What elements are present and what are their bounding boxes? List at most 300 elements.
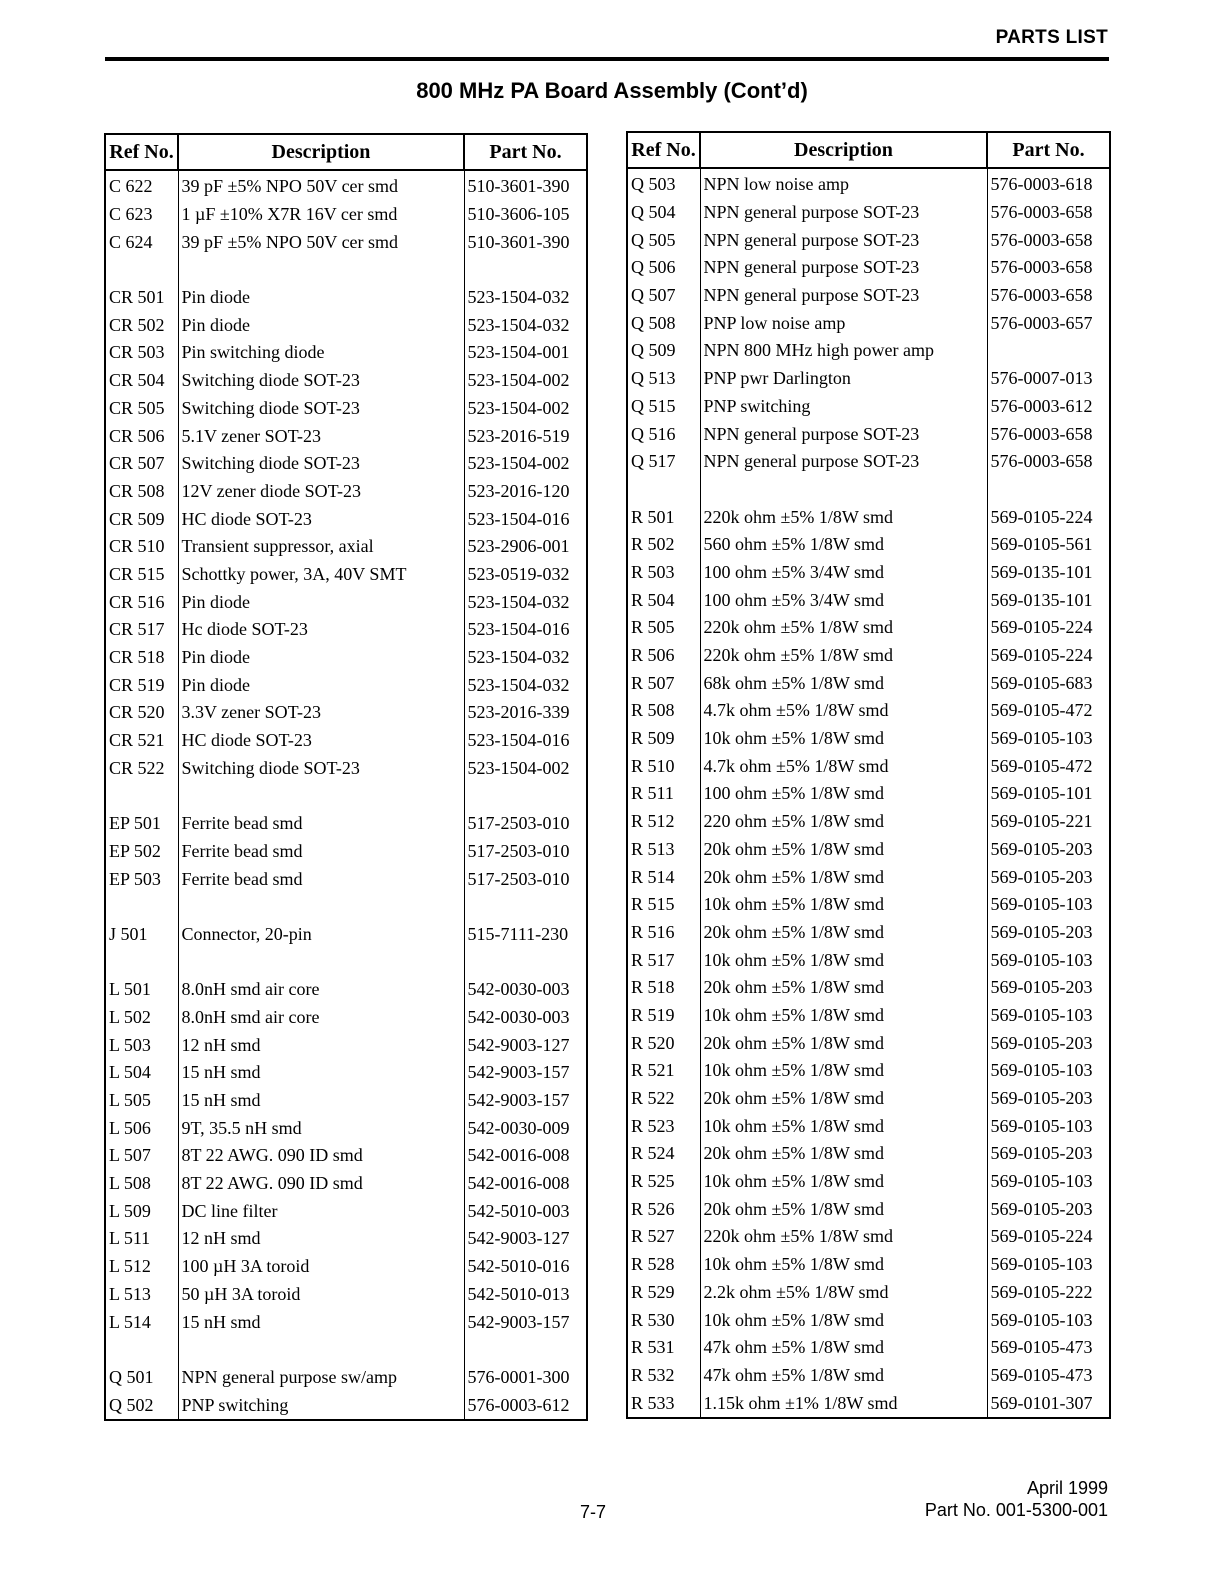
table-row: [105, 1142, 587, 1170]
ref-cell: R 511: [627, 780, 700, 808]
description-cell: 9T, 35.5 nH smd: [178, 1114, 464, 1142]
description-cell: 20k ohm ±5% 1/8W smd: [700, 863, 987, 891]
ref-cell: R 509: [627, 725, 700, 753]
table-row: [627, 725, 1110, 753]
column-header-part-number: Part No.: [464, 134, 587, 170]
ref-cell: Q 517: [627, 448, 700, 476]
part-number-cell: 576-0003-612: [464, 1391, 587, 1420]
table-row: [105, 1225, 587, 1253]
table-row: [105, 1253, 587, 1281]
part-number-cell: 523-1504-002: [464, 754, 587, 782]
table-row: [105, 865, 587, 893]
description-cell: Transient suppressor, axial: [178, 533, 464, 561]
part-number-cell: 569-0105-203: [987, 836, 1110, 864]
description-cell: 20k ohm ±5% 1/8W smd: [700, 1195, 987, 1223]
table-row: [627, 365, 1110, 393]
description-cell: 8T 22 AWG. 090 ID smd: [178, 1170, 464, 1198]
description-cell: Pin switching diode: [178, 339, 464, 367]
ref-cell: CR 517: [105, 616, 178, 644]
table-row: [105, 782, 587, 810]
ref-cell: [105, 948, 178, 976]
description-cell: 15 nH smd: [178, 1308, 464, 1336]
part-number-cell: 569-0105-103: [987, 1002, 1110, 1030]
part-number-cell: 569-0105-472: [987, 752, 1110, 780]
ref-cell: C 622: [105, 170, 178, 201]
table-row: [105, 561, 587, 589]
ref-cell: L 513: [105, 1281, 178, 1309]
description-cell: HC diode SOT-23: [178, 727, 464, 755]
table-row: [627, 199, 1110, 227]
part-number-cell: 569-0105-203: [987, 1140, 1110, 1168]
table-row: [105, 727, 587, 755]
description-cell: 15 nH smd: [178, 1087, 464, 1115]
table-row: [627, 1279, 1110, 1307]
description-cell: 100 ohm ±5% 1/8W smd: [700, 780, 987, 808]
table-row: [627, 891, 1110, 919]
ref-cell: CR 506: [105, 422, 178, 450]
footer-date: April 1999: [1026, 1478, 1108, 1498]
description-cell: 12 nH smd: [178, 1031, 464, 1059]
table-row: [627, 1057, 1110, 1085]
description-cell: DC line filter: [178, 1197, 464, 1225]
table-row: [627, 669, 1110, 697]
part-number-cell: 569-0105-103: [987, 1251, 1110, 1279]
part-number-cell: 542-9003-127: [464, 1225, 587, 1253]
parts-table-left: [104, 133, 588, 1421]
ref-cell: Q 506: [627, 254, 700, 282]
description-cell: Connector, 20-pin: [178, 921, 464, 949]
table-row: [105, 1336, 587, 1364]
ref-cell: Q 504: [627, 199, 700, 227]
description-cell: 8.0nH smd air core: [178, 1004, 464, 1032]
table-row: [105, 1031, 587, 1059]
table-row: [627, 309, 1110, 337]
part-number-cell: 576-0003-658: [987, 226, 1110, 254]
ref-cell: J 501: [105, 921, 178, 949]
description-cell: 4.7k ohm ±5% 1/8W smd: [700, 752, 987, 780]
ref-cell: CR 509: [105, 505, 178, 533]
table-row: [105, 339, 587, 367]
ref-cell: L 507: [105, 1142, 178, 1170]
parts-table-right: [626, 131, 1111, 1419]
part-number-cell: 542-0030-003: [464, 976, 587, 1004]
part-number-cell: 517-2503-010: [464, 838, 587, 866]
part-number-cell: 576-0003-658: [987, 448, 1110, 476]
table-row: [627, 1168, 1110, 1196]
description-cell: Ferrite bead smd: [178, 810, 464, 838]
ref-cell: R 502: [627, 531, 700, 559]
ref-cell: CR 520: [105, 699, 178, 727]
table-row: [627, 919, 1110, 947]
part-number-cell: 569-0105-103: [987, 1112, 1110, 1140]
ref-cell: L 501: [105, 976, 178, 1004]
ref-cell: CR 505: [105, 395, 178, 423]
table-row: [105, 1170, 587, 1198]
description-cell: 1 µF ±10% X7R 16V cer smd: [178, 201, 464, 229]
ref-cell: [105, 1336, 178, 1364]
table-row: [105, 1087, 587, 1115]
ref-cell: Q 513: [627, 365, 700, 393]
part-number-cell: 569-0105-203: [987, 1029, 1110, 1057]
part-number-cell: 569-0105-103: [987, 946, 1110, 974]
description-cell: 220 ohm ±5% 1/8W smd: [700, 808, 987, 836]
description-cell: 10k ohm ±5% 1/8W smd: [700, 725, 987, 753]
ref-cell: R 510: [627, 752, 700, 780]
table-row: [627, 1223, 1110, 1251]
description-cell: NPN general purpose SOT-23: [700, 254, 987, 282]
table-row: [627, 836, 1110, 864]
ref-cell: R 522: [627, 1085, 700, 1113]
part-number-cell: 523-1504-002: [464, 450, 587, 478]
ref-cell: R 529: [627, 1279, 700, 1307]
part-number-cell: 576-0007-013: [987, 365, 1110, 393]
description-cell: 47k ohm ±5% 1/8W smd: [700, 1362, 987, 1390]
description-cell: Ferrite bead smd: [178, 838, 464, 866]
part-number-cell: 523-1504-002: [464, 367, 587, 395]
table-row: [105, 450, 587, 478]
ref-cell: EP 503: [105, 865, 178, 893]
ref-cell: Q 502: [105, 1391, 178, 1420]
part-number-cell: 515-7111-230: [464, 921, 587, 949]
part-number-cell: 569-0105-203: [987, 863, 1110, 891]
table-row: [105, 1281, 587, 1309]
ref-cell: R 527: [627, 1223, 700, 1251]
part-number-cell: 542-9003-127: [464, 1031, 587, 1059]
description-cell: 1.15k ohm ±1% 1/8W smd: [700, 1389, 987, 1418]
ref-cell: R 516: [627, 919, 700, 947]
description-cell: PNP low noise amp: [700, 309, 987, 337]
description-cell: Pin diode: [178, 311, 464, 339]
ref-cell: R 521: [627, 1057, 700, 1085]
table-row: [105, 1308, 587, 1336]
part-number-cell: 576-0003-612: [987, 393, 1110, 421]
description-cell: 10k ohm ±5% 1/8W smd: [700, 891, 987, 919]
ref-cell: [105, 256, 178, 284]
table-row: [627, 1362, 1110, 1390]
part-number-cell: 569-0105-203: [987, 974, 1110, 1002]
table-row: [105, 1004, 587, 1032]
table-row: [105, 478, 587, 506]
part-number-cell: 510-3601-390: [464, 170, 587, 201]
description-cell: 20k ohm ±5% 1/8W smd: [700, 1140, 987, 1168]
table-row: [627, 476, 1110, 504]
column-header-part-number: Part No.: [987, 132, 1110, 168]
table-row: [627, 1112, 1110, 1140]
description-cell: Pin diode: [178, 644, 464, 672]
description-cell: [178, 256, 464, 284]
table-row: [105, 1391, 587, 1420]
description-cell: NPN general purpose SOT-23: [700, 420, 987, 448]
description-cell: 560 ohm ±5% 1/8W smd: [700, 531, 987, 559]
part-number-cell: 569-0105-101: [987, 780, 1110, 808]
description-cell: 8.0nH smd air core: [178, 976, 464, 1004]
ref-cell: L 503: [105, 1031, 178, 1059]
description-cell: Switching diode SOT-23: [178, 395, 464, 423]
part-number-cell: [464, 782, 587, 810]
table-row: [627, 226, 1110, 254]
ref-cell: R 503: [627, 559, 700, 587]
ref-cell: R 506: [627, 642, 700, 670]
part-number-cell: 569-0105-472: [987, 697, 1110, 725]
ref-cell: Q 508: [627, 309, 700, 337]
part-number-cell: 517-2503-010: [464, 865, 587, 893]
table-row: [105, 754, 587, 782]
description-cell: 2.2k ohm ±5% 1/8W smd: [700, 1279, 987, 1307]
table-row: [105, 311, 587, 339]
table-row: [627, 1085, 1110, 1113]
description-cell: NPN low noise amp: [700, 168, 987, 199]
part-number-cell: 517-2503-010: [464, 810, 587, 838]
table-row: [627, 531, 1110, 559]
part-number-cell: 523-2016-519: [464, 422, 587, 450]
ref-cell: Q 507: [627, 282, 700, 310]
part-number-cell: 569-0105-203: [987, 1195, 1110, 1223]
description-cell: 47k ohm ±5% 1/8W smd: [700, 1334, 987, 1362]
part-number-cell: 569-0105-103: [987, 891, 1110, 919]
table-row: [105, 921, 587, 949]
description-cell: 10k ohm ±5% 1/8W smd: [700, 1306, 987, 1334]
part-number-cell: 569-0105-222: [987, 1279, 1110, 1307]
part-number-cell: 569-0105-224: [987, 1223, 1110, 1251]
table-row: [627, 780, 1110, 808]
table-row: [105, 893, 587, 921]
ref-cell: R 515: [627, 891, 700, 919]
description-cell: Switching diode SOT-23: [178, 450, 464, 478]
part-number-cell: [987, 337, 1110, 365]
table-row: [105, 533, 587, 561]
table-row: [627, 586, 1110, 614]
table-row: [627, 1251, 1110, 1279]
ref-cell: L 508: [105, 1170, 178, 1198]
part-number-cell: 523-2016-339: [464, 699, 587, 727]
ref-cell: R 532: [627, 1362, 700, 1390]
ref-cell: R 505: [627, 614, 700, 642]
ref-cell: L 514: [105, 1308, 178, 1336]
ref-cell: R 533: [627, 1389, 700, 1418]
description-cell: 5.1V zener SOT-23: [178, 422, 464, 450]
part-number-cell: 523-1504-032: [464, 311, 587, 339]
table-row: [105, 284, 587, 312]
table-row: [105, 948, 587, 976]
table-row: [627, 420, 1110, 448]
part-number-cell: 523-1504-032: [464, 671, 587, 699]
table-row: [105, 422, 587, 450]
ref-cell: R 507: [627, 669, 700, 697]
part-number-cell: 569-0105-561: [987, 531, 1110, 559]
ref-cell: Q 509: [627, 337, 700, 365]
ref-cell: C 623: [105, 201, 178, 229]
description-cell: 10k ohm ±5% 1/8W smd: [700, 1057, 987, 1085]
part-number-cell: 569-0105-103: [987, 1306, 1110, 1334]
part-number-cell: 569-0105-103: [987, 1168, 1110, 1196]
description-cell: 10k ohm ±5% 1/8W smd: [700, 1112, 987, 1140]
part-number-cell: 523-1504-016: [464, 616, 587, 644]
description-cell: 4.7k ohm ±5% 1/8W smd: [700, 697, 987, 725]
description-cell: [178, 948, 464, 976]
table-row: [105, 838, 587, 866]
ref-cell: CR 501: [105, 284, 178, 312]
part-number-cell: 569-0101-307: [987, 1389, 1110, 1418]
description-cell: NPN general purpose SOT-23: [700, 226, 987, 254]
part-number-cell: [464, 1336, 587, 1364]
part-number-cell: 569-0105-221: [987, 808, 1110, 836]
description-cell: Hc diode SOT-23: [178, 616, 464, 644]
description-cell: NPN general purpose SOT-23: [700, 282, 987, 310]
description-cell: 12 nH smd: [178, 1225, 464, 1253]
part-number-cell: 569-0105-103: [987, 725, 1110, 753]
description-cell: 39 pF ±5% NPO 50V cer smd: [178, 170, 464, 201]
table-row: [105, 588, 587, 616]
part-number-cell: 542-9003-157: [464, 1308, 587, 1336]
header-rule: [105, 57, 1109, 61]
ref-cell: L 502: [105, 1004, 178, 1032]
ref-cell: R 520: [627, 1029, 700, 1057]
table-row: [105, 644, 587, 672]
part-number-cell: [987, 476, 1110, 504]
part-number-cell: 523-2016-120: [464, 478, 587, 506]
part-number-cell: 576-0003-658: [987, 282, 1110, 310]
ref-cell: CR 503: [105, 339, 178, 367]
table-row: [105, 1197, 587, 1225]
ref-cell: CR 519: [105, 671, 178, 699]
ref-cell: R 526: [627, 1195, 700, 1223]
column-header-ref: Ref No.: [105, 134, 178, 170]
table-row: [627, 697, 1110, 725]
description-cell: HC diode SOT-23: [178, 505, 464, 533]
ref-cell: [105, 782, 178, 810]
ref-cell: [105, 893, 178, 921]
part-number-cell: 576-0003-658: [987, 420, 1110, 448]
ref-cell: Q 505: [627, 226, 700, 254]
table-row: [105, 228, 587, 256]
description-cell: Switching diode SOT-23: [178, 367, 464, 395]
table-row: [627, 282, 1110, 310]
description-cell: PNP switching: [700, 393, 987, 421]
ref-cell: R 530: [627, 1306, 700, 1334]
page-number: 7-7: [580, 1502, 607, 1522]
table-row: [627, 1306, 1110, 1334]
description-cell: NPN 800 MHz high power amp: [700, 337, 987, 365]
ref-cell: Q 501: [105, 1364, 178, 1392]
table-row: [627, 752, 1110, 780]
ref-cell: CR 504: [105, 367, 178, 395]
part-number-cell: [464, 948, 587, 976]
part-number-cell: 542-0016-008: [464, 1170, 587, 1198]
description-cell: 100 µH 3A toroid: [178, 1253, 464, 1281]
part-number-cell: 542-0030-009: [464, 1114, 587, 1142]
description-cell: Pin diode: [178, 588, 464, 616]
description-cell: 220k ohm ±5% 1/8W smd: [700, 614, 987, 642]
part-number-cell: 576-0003-658: [987, 199, 1110, 227]
description-cell: [178, 1336, 464, 1364]
ref-cell: CR 516: [105, 588, 178, 616]
description-cell: Ferrite bead smd: [178, 865, 464, 893]
table-row: [627, 168, 1110, 199]
part-number-cell: 542-9003-157: [464, 1059, 587, 1087]
part-number-cell: 510-3601-390: [464, 228, 587, 256]
description-cell: 10k ohm ±5% 1/8W smd: [700, 1168, 987, 1196]
table-row: [627, 863, 1110, 891]
ref-cell: CR 518: [105, 644, 178, 672]
description-cell: 100 ohm ±5% 3/4W smd: [700, 559, 987, 587]
part-number-cell: 569-0105-224: [987, 614, 1110, 642]
table-row: [105, 976, 587, 1004]
description-cell: 8T 22 AWG. 090 ID smd: [178, 1142, 464, 1170]
description-cell: 20k ohm ±5% 1/8W smd: [700, 1029, 987, 1057]
description-cell: 15 nH smd: [178, 1059, 464, 1087]
ref-cell: R 504: [627, 586, 700, 614]
table-row: [627, 1002, 1110, 1030]
description-cell: 20k ohm ±5% 1/8W smd: [700, 836, 987, 864]
column-header-description: Description: [700, 132, 987, 168]
column-header-description: Description: [178, 134, 464, 170]
part-number-cell: 523-1504-002: [464, 395, 587, 423]
description-cell: [178, 893, 464, 921]
table-row: [105, 395, 587, 423]
table-row: [627, 559, 1110, 587]
column-header-ref: Ref No.: [627, 132, 700, 168]
table-header-row: [627, 132, 1110, 168]
part-number-cell: 510-3606-105: [464, 201, 587, 229]
description-cell: Schottky power, 3A, 40V SMT: [178, 561, 464, 589]
part-number-cell: 569-0105-224: [987, 642, 1110, 670]
ref-cell: R 531: [627, 1334, 700, 1362]
part-number-cell: 523-2906-001: [464, 533, 587, 561]
ref-cell: CR 507: [105, 450, 178, 478]
ref-cell: [627, 476, 700, 504]
table-row: [105, 170, 587, 201]
part-number-cell: 569-0135-101: [987, 559, 1110, 587]
description-cell: Pin diode: [178, 671, 464, 699]
ref-cell: L 511: [105, 1225, 178, 1253]
part-number-cell: 569-0135-101: [987, 586, 1110, 614]
ref-cell: CR 510: [105, 533, 178, 561]
description-cell: [178, 782, 464, 810]
ref-cell: CR 508: [105, 478, 178, 506]
description-cell: NPN general purpose sw/amp: [178, 1364, 464, 1392]
description-cell: 10k ohm ±5% 1/8W smd: [700, 946, 987, 974]
ref-cell: R 519: [627, 1002, 700, 1030]
part-number-cell: 569-0105-203: [987, 919, 1110, 947]
table-row: [627, 1389, 1110, 1418]
ref-cell: R 523: [627, 1112, 700, 1140]
table-row: [105, 1364, 587, 1392]
ref-cell: EP 502: [105, 838, 178, 866]
ref-cell: CR 502: [105, 311, 178, 339]
description-cell: 20k ohm ±5% 1/8W smd: [700, 1085, 987, 1113]
part-number-cell: 569-0105-473: [987, 1362, 1110, 1390]
ref-cell: R 513: [627, 836, 700, 864]
ref-cell: L 505: [105, 1087, 178, 1115]
ref-cell: R 514: [627, 863, 700, 891]
ref-cell: CR 515: [105, 561, 178, 589]
table-row: [627, 1029, 1110, 1057]
description-cell: 10k ohm ±5% 1/8W smd: [700, 1002, 987, 1030]
description-cell: 68k ohm ±5% 1/8W smd: [700, 669, 987, 697]
table-row: [627, 642, 1110, 670]
description-cell: 20k ohm ±5% 1/8W smd: [700, 974, 987, 1002]
ref-cell: Q 503: [627, 168, 700, 199]
part-number-cell: 542-5010-003: [464, 1197, 587, 1225]
part-number-cell: 523-1504-032: [464, 644, 587, 672]
table-row: [105, 671, 587, 699]
table-row: [627, 808, 1110, 836]
part-number-cell: 523-1504-032: [464, 284, 587, 312]
table-row: [105, 810, 587, 838]
part-number-cell: 569-0105-473: [987, 1334, 1110, 1362]
page-title: 800 MHz PA Board Assembly (Cont’d): [416, 78, 808, 103]
ref-cell: R 501: [627, 503, 700, 531]
